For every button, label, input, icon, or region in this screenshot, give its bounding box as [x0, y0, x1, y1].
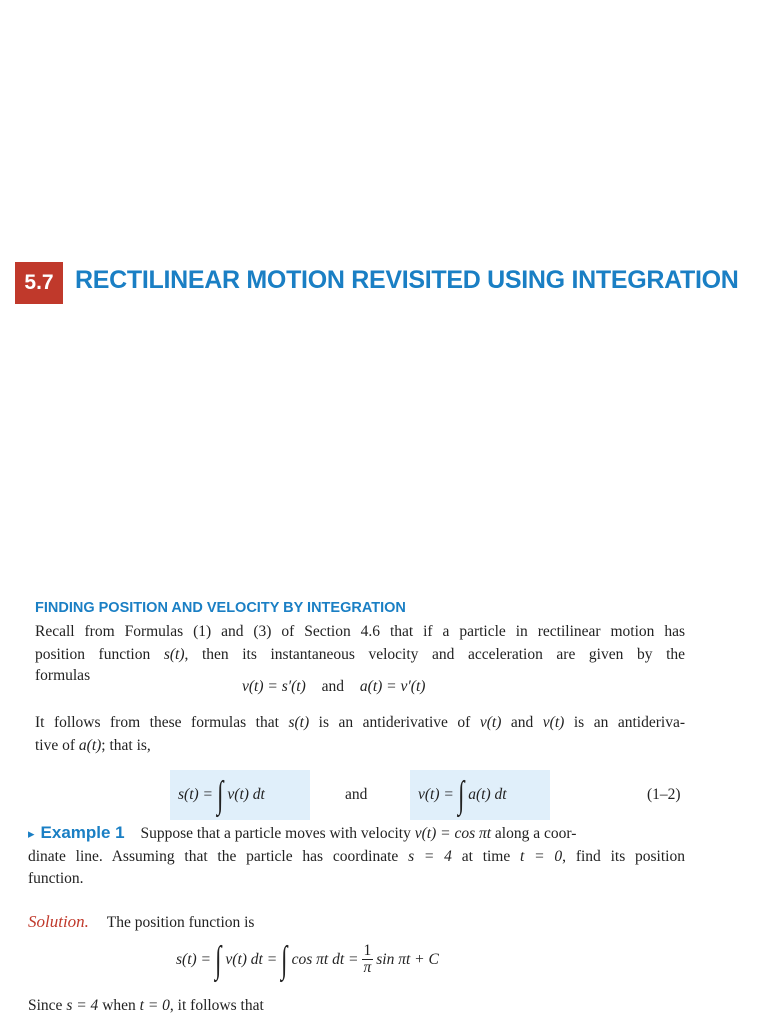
section-title: RECTILINEAR MOTION REVISITED USING INTEGRATION — [75, 266, 739, 294]
eq-lhs: s(t) = — [178, 786, 213, 803]
math-t-0: t = 0 — [520, 848, 563, 865]
integral-sign: ∫ — [457, 774, 465, 816]
example-1-line-3: function. — [28, 870, 84, 887]
subheading: FINDING POSITION AND VELOCITY BY INTEGRATION — [35, 600, 406, 616]
text: is an antiderivative of — [309, 714, 480, 731]
text: , then its instantaneous velocity and acceleration are given by the — [184, 646, 685, 663]
follows-line-2 — [35, 736, 151, 756]
example-label: Example 1 — [40, 823, 125, 842]
text: position function — [35, 646, 164, 663]
eq-integrand: a(t) dt — [468, 786, 507, 803]
formula-and: and — [321, 678, 345, 695]
text: , find its position — [562, 848, 685, 865]
intro-line-2 — [35, 645, 685, 665]
equation-box-position — [170, 770, 310, 820]
intro-line-3: formulas — [35, 667, 91, 684]
text: along a coor- — [491, 825, 577, 842]
text: dinate line. Assuming that the particle has coordinate — [28, 848, 409, 865]
math-v: v(t) — [479, 714, 502, 731]
math-s-t: s(t) — [163, 646, 185, 663]
text: It follows from these formulas that — [35, 714, 289, 731]
equation-box-velocity — [410, 770, 550, 820]
math-a: a(t) — [78, 737, 102, 754]
equation-and: and — [345, 786, 368, 803]
integral-sign: ∫ — [217, 774, 224, 816]
formula-a: a(t) = v′(t) — [359, 678, 426, 695]
math-v-cos: v(t) = cos πt — [414, 825, 492, 842]
text: is an antideriva- — [564, 714, 685, 731]
solution-equation — [176, 938, 439, 981]
text: Suppose that a particle moves with velocity — [140, 825, 415, 842]
math-s-4: s = 4 — [408, 848, 452, 865]
example-arrow-icon: ▸ — [28, 826, 35, 841]
since-line — [28, 996, 264, 1016]
text: when — [98, 997, 140, 1014]
text: and — [501, 714, 543, 731]
solution-text: The position function is — [106, 914, 255, 931]
fraction-one-over-pi — [362, 943, 374, 976]
eq-lhs: v(t) = — [418, 786, 454, 803]
integral-sign: ∫ — [281, 938, 288, 981]
section-number-badge: 5.7 — [15, 262, 63, 304]
text: ; that is, — [101, 737, 151, 754]
formula-velocity-acceleration — [242, 678, 425, 696]
text: at time — [451, 848, 521, 865]
example-1-line-2 — [28, 847, 685, 867]
math-v: v(t) — [542, 714, 565, 731]
text: Since — [28, 997, 67, 1014]
solution-label: Solution. — [28, 912, 89, 931]
follows-line-1 — [35, 713, 685, 733]
fraction-denominator: π — [363, 959, 372, 976]
example-1-line-1 — [28, 823, 576, 843]
integral-sign: ∫ — [215, 938, 222, 981]
fraction-numerator: 1 — [363, 942, 372, 959]
eq-integrand: v(t) dt — [227, 786, 265, 803]
equation-number: (1–2) — [647, 786, 681, 803]
math-s: s(t) — [288, 714, 310, 731]
eq-lhs: s(t) = — [176, 950, 211, 968]
text: , it follows that — [169, 997, 264, 1014]
math-s-4: s = 4 — [66, 997, 99, 1014]
eq-part: v(t) dt = — [225, 950, 278, 968]
math-t-0: t = 0 — [139, 997, 170, 1014]
text: tive of — [35, 737, 79, 754]
formula-v: v(t) = s′(t) — [242, 678, 306, 695]
solution-line — [28, 912, 254, 933]
intro-line-1: Recall from Formulas (1) and (3) of Section 4.6 that if a particle in rectilinear motion has — [35, 623, 685, 640]
eq-part: sin πt + C — [376, 950, 439, 968]
eq-part: cos πt dt = — [291, 950, 359, 968]
